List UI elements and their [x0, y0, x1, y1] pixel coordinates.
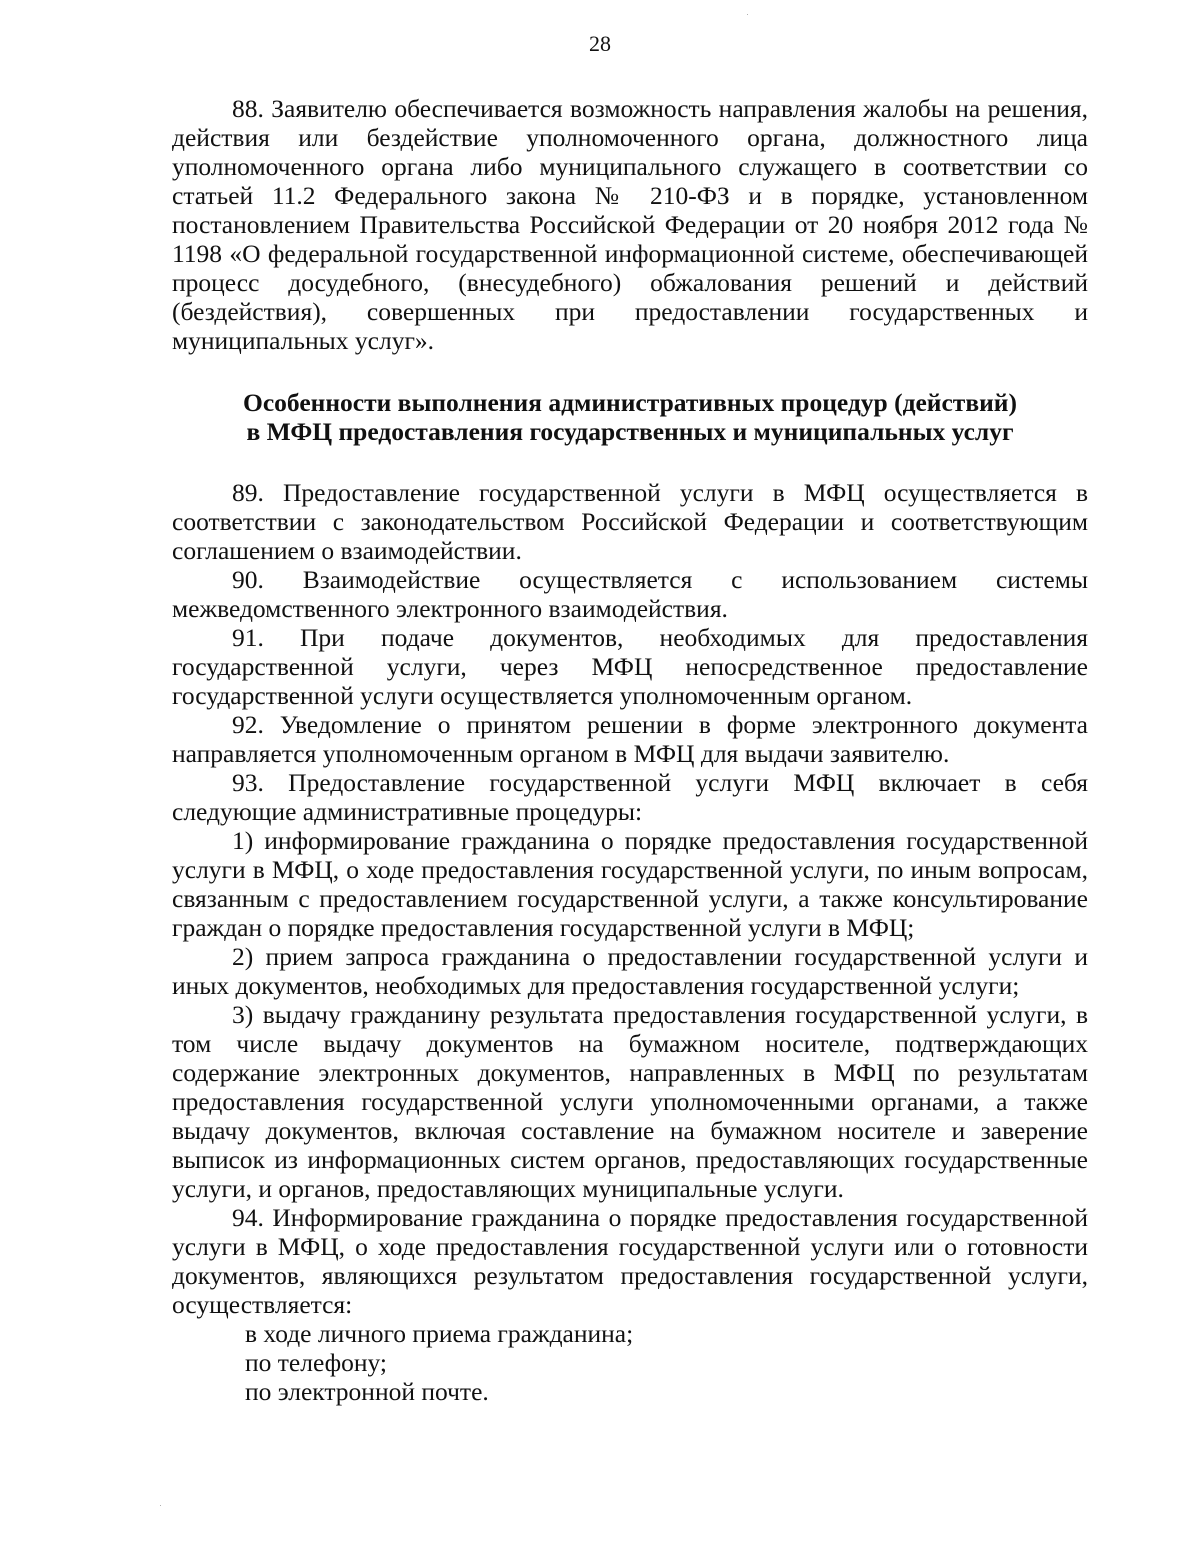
- scan-speck-top: [747, 14, 748, 15]
- paragraph-89: 89. Предоставление государственной услуги в МФЦ осуществляется в соответствии с законодательством Российской Федерации и соответствующим соглашением о взаимодействии.: [172, 478, 1088, 565]
- info-method-email: по электронной почте.: [245, 1377, 489, 1406]
- procedure-item-1: 1) информирование гражданина о порядке предоставления государственной услуги в МФЦ, о ходе предоставления государственной услуги, по иным вопросам, связанным с предоставлением государственной услуги, а также консультирование граждан о порядке предоставления государственной услуги в МФЦ;: [172, 826, 1088, 942]
- page-number: 28: [589, 31, 611, 56]
- paragraph-94: 94. Информирование гражданина о порядке предоставления государственной услуги в МФЦ, о ходе предоставления государственной услуги или о готовности документов, являющихся результатом предоставления государственной услуги, осуществляется:: [172, 1203, 1088, 1319]
- section-heading-line-1: Особенности выполнения административных процедур (действий): [243, 388, 1017, 417]
- document-body: [172, 94, 1088, 1406]
- paragraph-91: 91. При подаче документов, необходимых для предоставления государственной услуги, через МФЦ непосредственное предоставление государственной услуги осуществляется уполномоченным органом.: [172, 623, 1088, 710]
- info-method-in-person: в ходе личного приема гражданина;: [245, 1319, 634, 1348]
- scan-speck-bottom: [160, 1505, 161, 1506]
- section-heading-line-2: в МФЦ предоставления государственных и муниципальных услуг: [246, 417, 1014, 446]
- paragraph-90: 90. Взаимодействие осуществляется с использованием системы межведомственного электронного взаимодействия.: [172, 565, 1088, 623]
- info-method-phone: по телефону;: [245, 1348, 388, 1377]
- section-heading: [172, 388, 1088, 446]
- procedure-item-3: 3) выдачу гражданину результата предоставления государственной услуги, в том числе выдачу документов на бумажном носителе, подтверждающих содержание электронных документов, направленных в МФЦ по результатам предоставления государственной услуги уполномоченными органами, а также выдачу документов, включая составление на бумажном носителе и заверение выписок из информационных систем органов, предоставляющих государственные услуги, и органов, предоставляющих муниципальные услуги.: [172, 1000, 1088, 1203]
- paragraph-88: 88. Заявителю обеспечивается возможность направления жалобы на решения, действия или бездействие уполномоченного органа, должностного лица уполномоченного органа либо муниципального служащего в соответствии со статьей 11.2 Федерального закона № 210-ФЗ и в порядке, установленном постановлением Правительства Российской Федерации от 20 ноября 2012 года № 1198 «О федеральной государственной информационной системе, обеспечивающей процесс досудебного, (внесудебного) обжалования решений и действий (бездействия), совершенных при предоставлении государственных и муниципальных услуг».: [172, 94, 1088, 355]
- paragraph-93: 93. Предоставление государственной услуги МФЦ включает в себя следующие административные процедуры:: [172, 768, 1088, 826]
- procedure-item-2: 2) прием запроса гражданина о предоставлении государственной услуги и иных документов, необходимых для предоставления государственной услуги;: [172, 942, 1088, 1000]
- paragraph-92: 92. Уведомление о принятом решении в форме электронного документа направляется уполномоченным органом в МФЦ для выдачи заявителю.: [172, 710, 1088, 768]
